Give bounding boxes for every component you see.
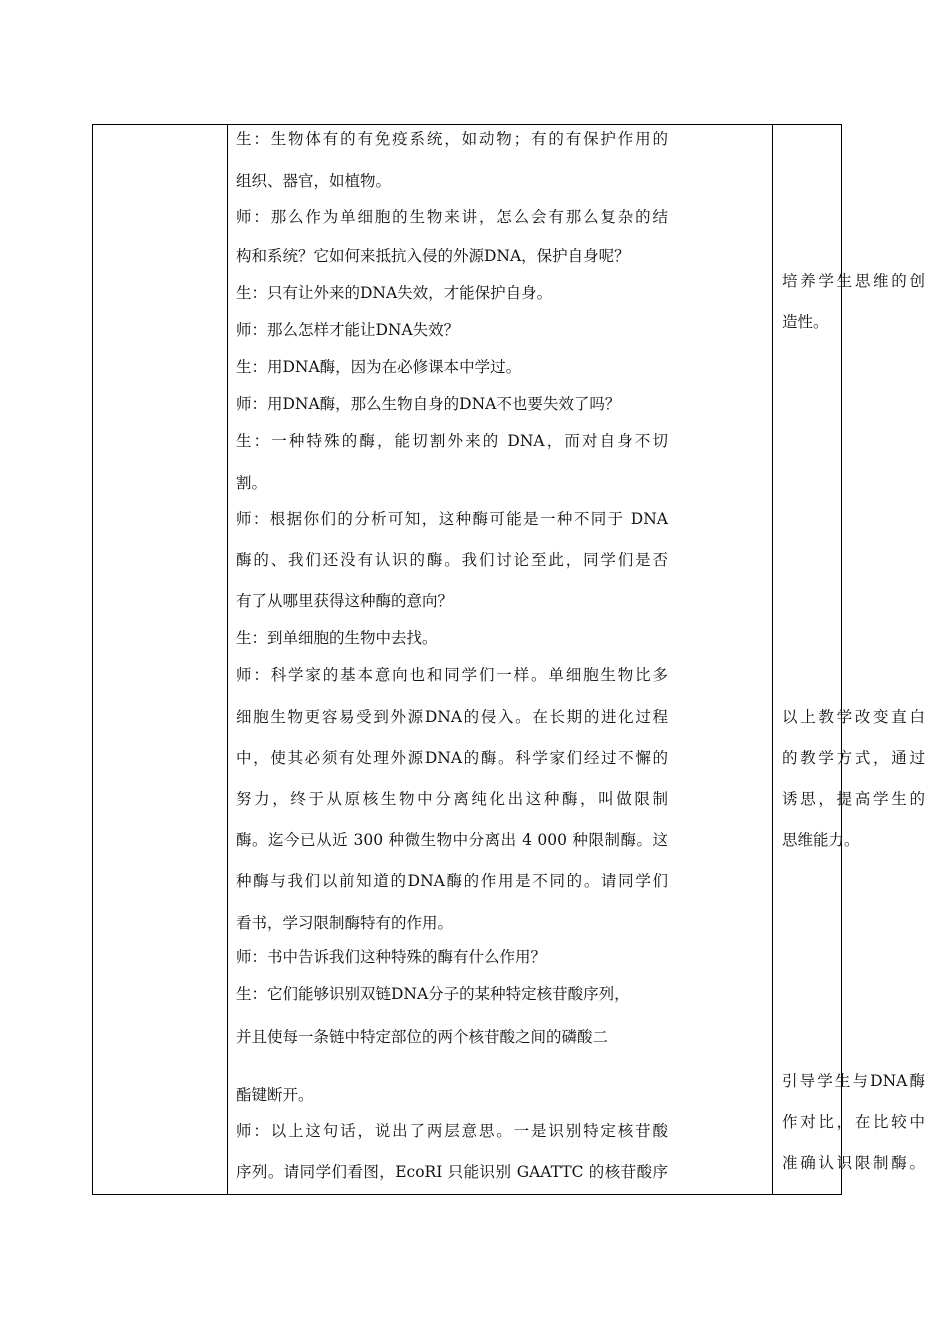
- note-line: 准确认识限制酶。: [782, 1154, 925, 1172]
- note-line: 作对比，在比较中: [782, 1113, 925, 1131]
- dialogue-line: 序列。请同学们看图，EcoRI 只能识别 GAATTC 的核苷酸序: [236, 1163, 668, 1181]
- teaching-dialogue-cell: [228, 125, 773, 1194]
- dialogue-line: 割。: [236, 474, 268, 492]
- note-line: 以上教学改变直白: [782, 708, 925, 726]
- dialogue-line: 生：到单细胞的生物中去找。: [236, 629, 438, 647]
- dialogue-line: 并且使每一条链中特定部位的两个核苷酸之间的磷酸二: [236, 1028, 609, 1046]
- lesson-table: [92, 124, 925, 1195]
- note-line: 引导学生与DNA酶: [782, 1072, 925, 1090]
- dialogue-line: 师：以上这句话，说出了两层意思。一是识别特定核苷酸: [236, 1122, 668, 1140]
- dialogue-line: 种酶与我们以前知道的DNA酶的作用是不同的。请同学们: [236, 872, 668, 890]
- dialogue-line: 努力，终于从原核生物中分离纯化出这种酶，叫做限制: [236, 790, 668, 808]
- dialogue-line: 生：生物体有的有免疫系统，如动物；有的有保护作用的: [236, 130, 668, 148]
- dialogue-line: 看书，学习限制酶特有的作用。: [236, 914, 454, 932]
- note-line: 诱思，提高学生的: [782, 790, 925, 808]
- dialogue-line: 细胞生物更容易受到外源DNA的侵入。在长期的进化过程: [236, 708, 668, 726]
- note-line: 思维能力。: [782, 831, 860, 849]
- dialogue-line: 生：它们能够识别双链DNA分子的某种特定核苷酸序列，: [236, 985, 630, 1003]
- dialogue-line: 构和系统？它如何来抵抗入侵的外源DNA，保护自身呢？: [236, 247, 630, 265]
- dialogue-line: 酶。迄今已从近 300 种微生物中分离出 4 000 种限制酶。这: [236, 831, 668, 849]
- left-column-cell: [93, 125, 228, 1194]
- dialogue-line: 师：那么作为单细胞的生物来讲，怎么会有那么复杂的结: [236, 208, 668, 226]
- dialogue-line: 酶的、我们还没有认识的酶。我们讨论至此，同学们是否: [236, 551, 668, 569]
- design-intent-cell: [773, 125, 925, 1194]
- note-line: 培养学生思维的创: [782, 272, 925, 290]
- dialogue-line: 生：用DNA酶，因为在必修课本中学过。: [236, 358, 522, 376]
- dialogue-line: 生：只有让外来的DNA失效，才能保护自身。: [236, 284, 553, 302]
- dialogue-line: 师：根据你们的分析可知，这种酶可能是一种不同于 DNA: [236, 510, 668, 528]
- dialogue-line: 有了从哪里获得这种酶的意向？: [236, 592, 454, 610]
- dialogue-line: 师：书中告诉我们这种特殊的酶有什么作用？: [236, 948, 547, 966]
- dialogue-line: 师：那么怎样才能让DNA失效？: [236, 321, 460, 339]
- dialogue-line: 师：用DNA酶，那么生物自身的DNA不也要失效了吗？: [236, 395, 621, 413]
- dialogue-line: 师：科学家的基本意向也和同学们一样。单细胞生物比多: [236, 666, 668, 684]
- note-line: 造性。: [782, 313, 829, 331]
- dialogue-line: 酯键断开。: [236, 1086, 314, 1104]
- dialogue-line: 中，使其必须有处理外源DNA的酶。科学家们经过不懈的: [236, 749, 668, 767]
- dialogue-line: 组织、器官，如植物。: [236, 172, 392, 190]
- note-line: 的教学方式，通过: [782, 749, 925, 767]
- dialogue-line: 生：一种特殊的酶，能切割外来的 DNA，而对自身不切: [236, 432, 668, 450]
